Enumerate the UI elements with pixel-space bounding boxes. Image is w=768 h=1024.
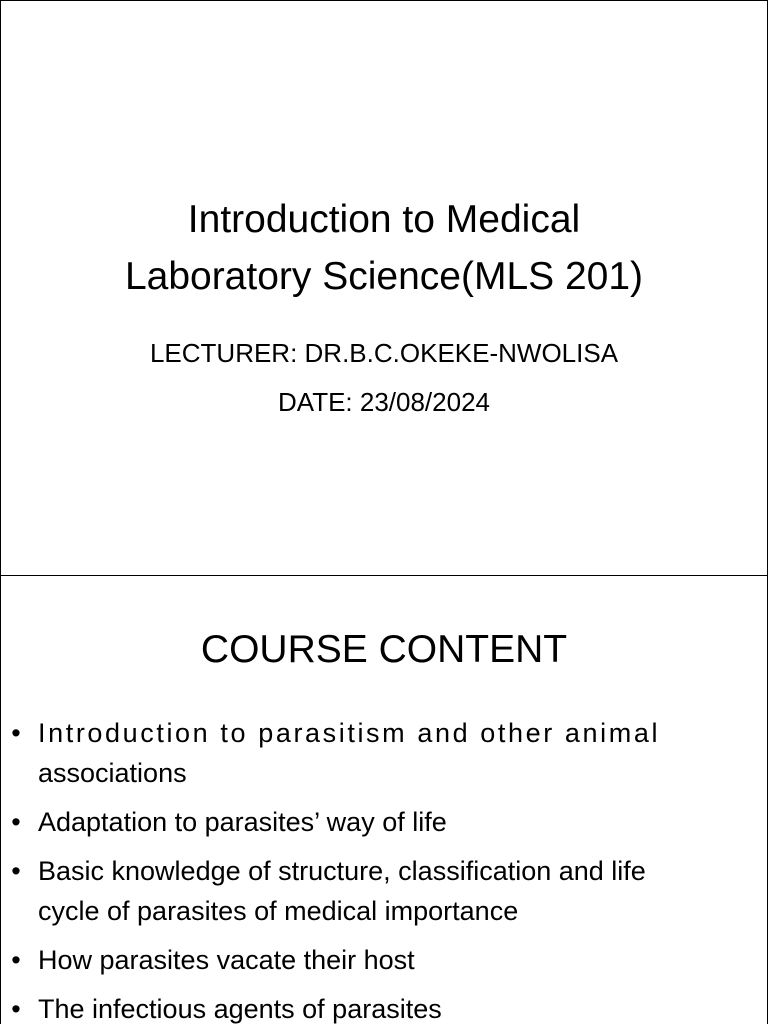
date-text: DATE: 23/08/2024 — [278, 387, 490, 417]
course-content-slide — [0, 575, 768, 1024]
bullet-list — [1, 713, 767, 1024]
bullet-item — [1, 989, 767, 1024]
bullet-dot-icon: • — [11, 807, 21, 837]
bullet-item — [1, 940, 767, 980]
bullet-dot-icon: • — [11, 945, 21, 975]
slide-title — [1, 191, 767, 305]
bullet-line: Basic knowledge of structure, classification and life — [38, 856, 646, 886]
bullet-line: Introduction to parasitism and other animal — [38, 718, 661, 748]
bullet-dot-icon: • — [11, 718, 21, 748]
slide-heading: COURSE CONTENT — [200, 628, 568, 671]
slide-title-line-2: Laboratory Science(MLS 201) — [124, 255, 644, 298]
bullet-item — [1, 802, 767, 842]
lecturer-text: LECTURER: DR.B.C.OKEKE-NWOLISA — [149, 338, 619, 368]
bullet-dot-icon: • — [11, 994, 21, 1024]
bullet-item — [1, 713, 767, 793]
bullet-line: cycle of parasites of medical importance — [38, 896, 519, 926]
bullet-line: associations — [38, 758, 187, 788]
bullet-line: How parasites vacate their host — [38, 945, 415, 975]
bullet-line: The infectious agents of parasites — [38, 994, 442, 1024]
bullet-dot-icon: • — [11, 856, 21, 886]
slide-title-line-1: Introduction to Medical — [187, 198, 581, 241]
bullet-item — [1, 851, 767, 931]
bullet-line: Adaptation to parasites’ way of life — [38, 807, 447, 837]
